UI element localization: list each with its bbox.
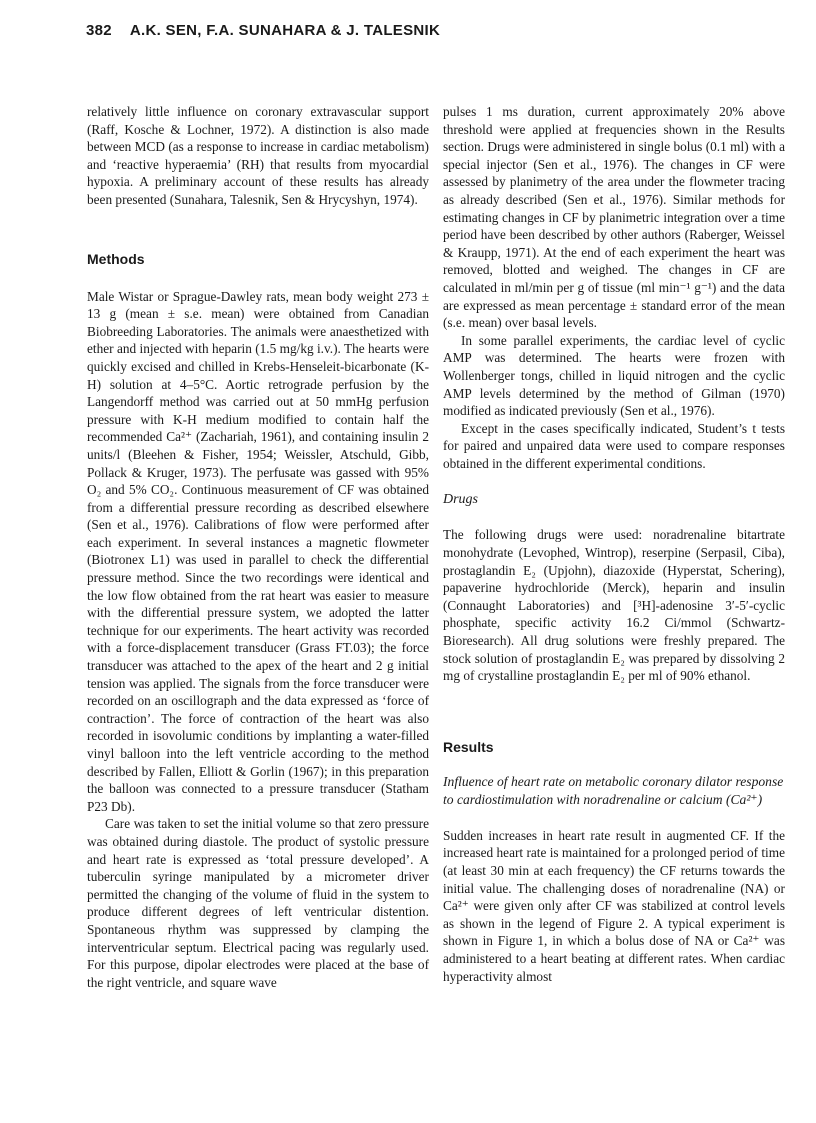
intro-paragraph: relatively little influence on coronary extravascular support (Raff, Kosche & Lochner, 1972). A distinction is also made between MCD (as a response to increase in cardiac metabolism) and ‘reactive hyperaemia’ (RH) that results from myocardial hypoxia. A preliminary account of these results has already been presented (Sunahara, Talesnik, Sen & Hrycyshyn, 1974). [87, 104, 429, 207]
results-subheading: Influence of heart rate on metabolic coronary dilator response to cardiostimulation with noradrenaline or calcium (Ca²⁺) [443, 773, 784, 807]
page-number: 382 [86, 22, 112, 39]
results-paragraph: Sudden increases in heart rate result in augmented CF. If the increased heart rate is maintained for a prolonged period of time (at least 30 min at each frequency) the CF returns towards the initial value. The challenging doses of noradrenaline (NA) or Ca²⁺ were given only after CF was stabilized at control levels as shown in the legend of Figure 2. A typical experiment is shown in Figure 1, in which a bolus dose of NA or Ca²⁺ was administered to a heart beating at different rates. When cardiac hyperactivity almost [443, 827, 785, 984]
methods-paragraph-2: Care was taken to set the initial volume so that zero pressure was obtained during diastole. The product of systolic pressure and heart rate is expressed as ‘total pressure developed’. A tuberculin syringe manipulated by a micrometer driver permitted the changing of the volume of fluid in the system to produce different degrees of left ventricular distention. Spontaneous rhythm was suppressed by clamping the interventricular septum. Electrical pacing was regularly used. For this purpose, dipolar electrodes were placed at the base of the right ventricle, and square wave [87, 816, 429, 990]
left-column [87, 103, 429, 991]
methods-heading: Methods [87, 250, 145, 267]
running-header [86, 22, 440, 39]
methods-paragraph-1: Male Wistar or Sprague-Dawley rats, mean body weight 273 ± 13 g (mean ± s.e. mean) were obtained from Canadian Biobreeding Laboratories. The animals were anaesthetized with ether and injected with heparin (1.5 mg/kg i.v.). The hearts were quickly excised and chilled in Krebs-Henseleit-bicarbonate (K-H) solution at 4–5°C. Aortic retrograde perfusion by the Langendorff method was carried out at 50 mmHg perfusion pressure with K-H medium modified to contain half the recommended Ca²⁺ (Zachariah, 1961), and containing insulin 2 units/l (Bleehen & Fisher, 1954; Weissler, Atschuld, Gibb, Pollack & Kruger, 1973). The perfusate was gassed with 95% O₂ and 5% CO₂. Continuous measurement of CF was obtained from a differential pressure recording as described elsewhere (Sen et al., 1976). Calibrations of flow were performed after each experiment. In several instances a magnetic flowmeter (Biotronex L1) was used in parallel to check the differential pressure method. Since the two recordings were identical and the low flow obtained from the rat heart was easier to measure with the differential pressure system, we adopted the latter technique for our experiments. The heart activity was recorded with a force-displacement transducer (Grass FT.03); the force transducer was attached to the apex of the heart and 2 g initial tension was applied. The signals from the force transducer were recorded on an oscillograph and the data expressed as ‘force of contraction’. The force of contraction of the heart was also recorded in isovolumic conditions by implanting a water-filled vinyl balloon into the left ventricle according to the method described by Fallen, Elliott & Gorlin (1967); in this preparation the balloon was connected to a pressure transducer (Statham P23 Db). [87, 288, 429, 814]
running-authors: A.K. SEN, F.A. SUNAHARA & J. TALESNIK [129, 22, 441, 39]
cyclic-amp-paragraph: In some parallel experiments, the cardiac level of cyclic AMP was determined. The hearts were frozen with Wollenberger tongs, chilled in liquid nitrogen and the cyclic AMP levels determined by the method of Gilman (1970) modified as indicated previously (Sen et al., 1976). [443, 332, 785, 419]
results-heading: Results [443, 738, 494, 755]
right-column [443, 103, 785, 985]
drugs-paragraph: The following drugs were used: noradrenaline bitartrate monohydrate (Levophed, Wintrop), reserpine (Serpasil, Ciba), prostaglandin E₂ (Upjohn), diazoxide (Hyperstat, Schering), papaverine hydrochloride (Merck), heparin and insulin (Connaught Laboratories) and [³H]-adenosine 3′-5′-cyclic phosphate, specific activity 16.2 Ci/mmol (Schwartz-Bioresearch). All drug solutions were freshly prepared. The stock solution of prostaglandin E₂ was prepared by dissolving 2 mg of crystalline prostaglandin E₂ per ml of 90% ethanol. [443, 527, 785, 684]
statistics-paragraph: Except in the cases specifically indicated, Student’s t tests for paired and unpaired data were used to compare responses obtained in the different experimental conditions. [443, 420, 785, 471]
drugs-heading: Drugs [443, 492, 479, 508]
methods-paragraph-3: pulses 1 ms duration, current approximately 20% above threshold were applied at frequencies shown in the Results section. Drugs were administered in single bolus (0.1 ml) with a special injector (Sen et al., 1976). The changes in CF were assessed by planimetry of the area under the flowmeter tracing as already described (Sen et al., 1976). Similar methods for estimating changes in CF by planimetric integration over a time period have been described by other authors (Raberger, Weissel & Kraupp, 1971). At the end of each experiment the heart was removed, blotted and weighed. The changes in CF are calculated in ml/min per g of tissue (ml min⁻¹ g⁻¹) and the data are expressed as mean percentage ± standard error of the mean (s.e. mean) over basal levels. [443, 104, 785, 331]
